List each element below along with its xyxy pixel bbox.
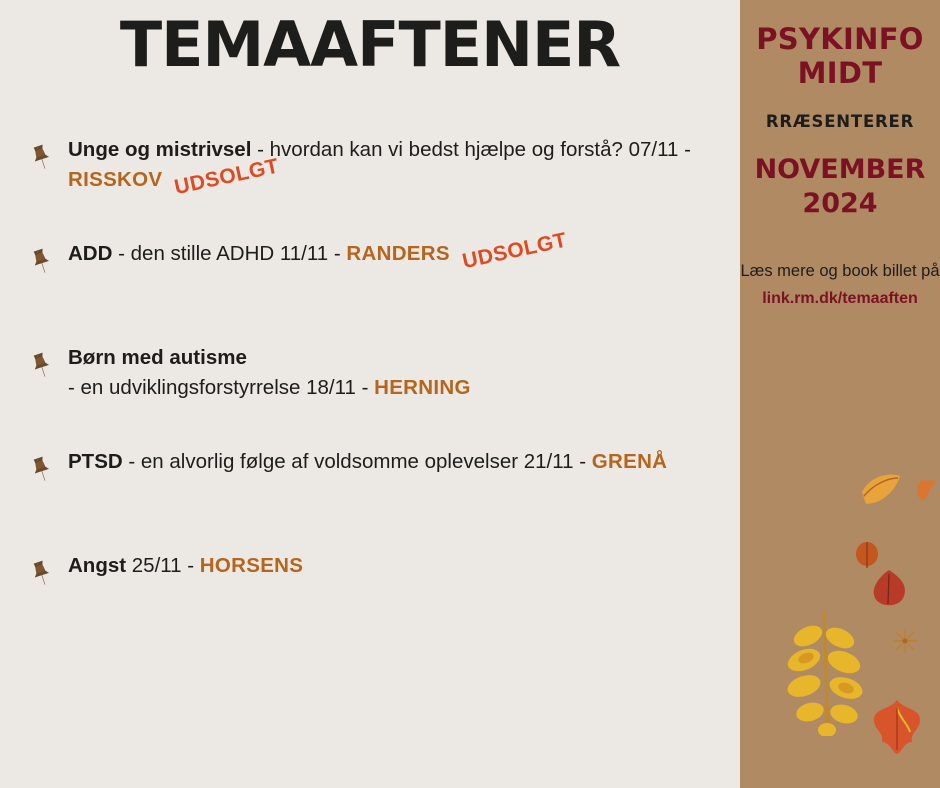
- brand-line-2: MIDT: [797, 56, 883, 90]
- event-place: GRENÅ: [591, 450, 668, 473]
- pushpin-icon: [26, 351, 56, 381]
- booking-link[interactable]: link.rm.dk/temaaften: [762, 290, 918, 307]
- event-place: RANDERS: [346, 242, 450, 265]
- event-place: HERNING: [374, 376, 471, 399]
- leaf-icon: [916, 478, 936, 496]
- pushpin-icon: [26, 455, 56, 485]
- pushpin-icon: [26, 247, 56, 277]
- event-title: Børn med autisme: [68, 346, 247, 369]
- leaf-icon: [778, 608, 870, 736]
- booking-text: Læs mere og book billet på: [740, 262, 940, 280]
- brand-logo: [740, 22, 940, 90]
- page-title: TEMAAFTENER: [119, 8, 621, 81]
- leaf-icon: [868, 568, 910, 610]
- month-label: NOVEMBER: [754, 154, 926, 185]
- event-text: [68, 551, 720, 581]
- event-place: HORSENS: [199, 554, 304, 577]
- event-text: [68, 228, 720, 274]
- event-desc: - den stille ADHD 11/11 -: [112, 242, 347, 265]
- event-desc: - hvordan kan vi bedst hjælpe og forstå? 07/11 -: [251, 138, 691, 161]
- leaf-icon: [868, 698, 926, 756]
- status-badge: UDSOLGT: [460, 228, 569, 274]
- list-item[interactable]: [0, 551, 740, 613]
- event-desc: 25/11 -: [126, 554, 200, 577]
- leaf-icon: [852, 538, 882, 572]
- booking-info: [740, 259, 940, 311]
- pushpin-icon: [26, 559, 56, 589]
- presents-label: RRÆSENTERER: [765, 112, 915, 131]
- month-year: [740, 153, 940, 221]
- leaf-icon: [892, 628, 918, 654]
- event-title: Unge og mistrivsel: [68, 138, 252, 161]
- event-place: RISSKOV: [68, 168, 163, 191]
- event-text: [68, 135, 720, 200]
- leaf-icon: [858, 470, 904, 510]
- leaf-icon: [912, 478, 934, 502]
- event-text: [68, 447, 720, 477]
- list-item[interactable]: [0, 228, 740, 301]
- event-title: Angst: [68, 554, 127, 577]
- year-label: 2024: [802, 188, 878, 219]
- event-desc: - en alvorlig følge af voldsomme oplevelser 21/11 -: [122, 450, 592, 473]
- list-item[interactable]: [0, 447, 740, 509]
- event-title: PTSD: [68, 450, 123, 473]
- list-item[interactable]: [0, 343, 740, 405]
- pushpin-icon: [26, 143, 56, 173]
- brand-line-1: PSYKINFO: [756, 22, 924, 56]
- status-badge: UDSOLGT: [172, 154, 282, 200]
- event-title: ADD: [68, 242, 113, 265]
- event-list: [0, 135, 740, 655]
- list-item[interactable]: [0, 135, 740, 200]
- event-text: [68, 343, 720, 403]
- sidebar: [740, 0, 940, 788]
- event-desc: - en udviklingsforstyrrelse 18/11 -: [68, 376, 375, 399]
